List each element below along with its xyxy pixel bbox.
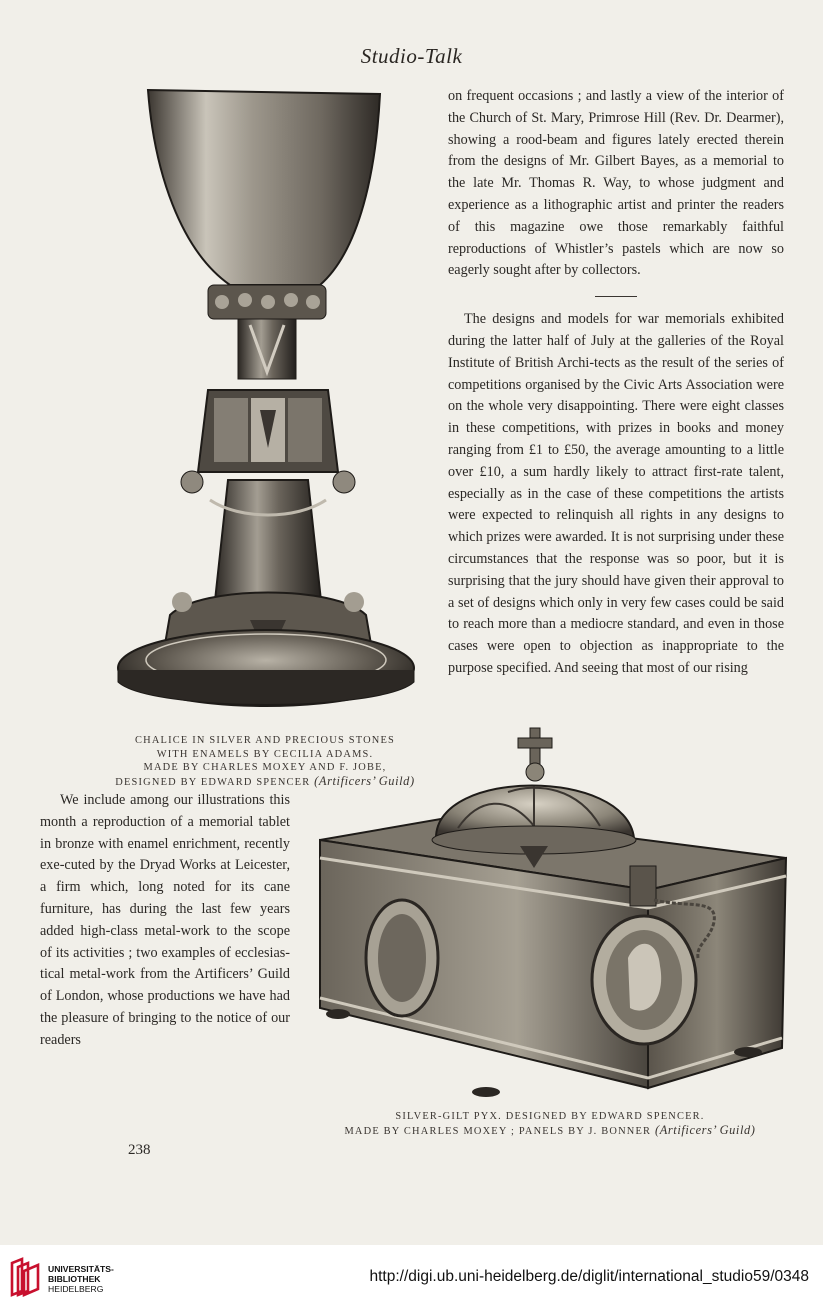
caption-text: DESIGNED BY EDWARD SPENCER: [115, 776, 311, 788]
caption-line: WITH ENAMELS BY CECILIA ADAMS.: [156, 748, 374, 760]
paragraph: The designs and models for war memorials exhibited during the latter half of July at the galleries of the Royal Institute of British Archi-tects as the result of the series of competitions organised by the Civic Arts Association were on the whole very disappointing. There were eight classes in these competitions, with prizes in books and money ranging from £1 to £50, the average amounting to a little over £10, a sum hardly likely to attract first-rate talent, especially as in the case of these competitions the artists were expected to relinquish all rights in any designs to which prizes were awarded. It is not surprising under these circumstances that the response was so poor, but it is surprising that the jury should have given their approval to a set of designs which only in very few cases could be said to reach more than a mediocre standard, and even in those cases were open to objection as inappropriate to the purpose specified. And seeing that most of our rising: [448, 311, 784, 676]
library-name-line: UNIVERSITÄTS-: [48, 1264, 114, 1274]
library-name: [48, 1264, 114, 1294]
pyx-caption: [330, 1110, 770, 1138]
caption-line: SILVER-GILT PYX. DESIGNED BY EDWARD SPENCER.: [395, 1111, 705, 1122]
caption-line: CHALICE IN SILVER AND PRECIOUS STONES: [134, 735, 396, 746]
library-name-line: HEIDELBERG: [48, 1284, 104, 1294]
footer-bar: [0, 1245, 823, 1309]
library-name-line: BIBLIOTHEK: [48, 1274, 101, 1284]
page-number: 238: [128, 1142, 151, 1158]
source-url-link[interactable]: http://digi.ub.uni-heidelberg.de/diglit/international_studio59/0348: [369, 1268, 809, 1285]
running-head: Studio-Talk: [360, 44, 463, 68]
caption-credit: (Artificers’ Guild): [314, 773, 415, 788]
section-rule: [595, 296, 637, 297]
caption-text: MADE BY CHARLES MOXEY ; PANELS BY J. BONNER: [344, 1125, 652, 1137]
university-library-logo-icon[interactable]: [8, 1255, 42, 1299]
right-column: [448, 86, 784, 680]
paragraph: We include among our illustrations this month a reproduction of a memorial tablet in bronze with enamel enrichment, recently exe-cuted by the Dryad Works at Leicester, a firm which, long noted for its cane furniture, has during the last few years added high-class metal-work to the scope of its activities ; two examples of ecclesias-tical metal-work from the Artificers’ Guild of London, whose productions we have had the pleasure of bringing to the notice of our readers: [40, 792, 290, 1048]
chalice-illustration: [110, 80, 420, 720]
pyx-illustration: [308, 708, 794, 1108]
left-column: [40, 790, 290, 1052]
paragraph: on frequent occasions ; and lastly a view of the interior of the Church of St. Mary, Primrose Hill (Rev. Dr. Dearmer), showing a rood-beam and figures lately erected therein from the designs of Mr. Gilbert Bayes, as a memorial to the late Mr. Thomas R. Way, to whose judgment and experience as a lithographic artist and printer the readers of this magazine owe those remarkably faithful reproductions of Whistler’s pastels which are now so eagerly sought after by collectors.: [448, 88, 784, 279]
caption-credit: (Artificers’ Guild): [654, 1122, 756, 1137]
caption-line: MADE BY CHARLES MOXEY AND F. JOBE,: [143, 762, 387, 774]
caption-line: [330, 1124, 770, 1139]
